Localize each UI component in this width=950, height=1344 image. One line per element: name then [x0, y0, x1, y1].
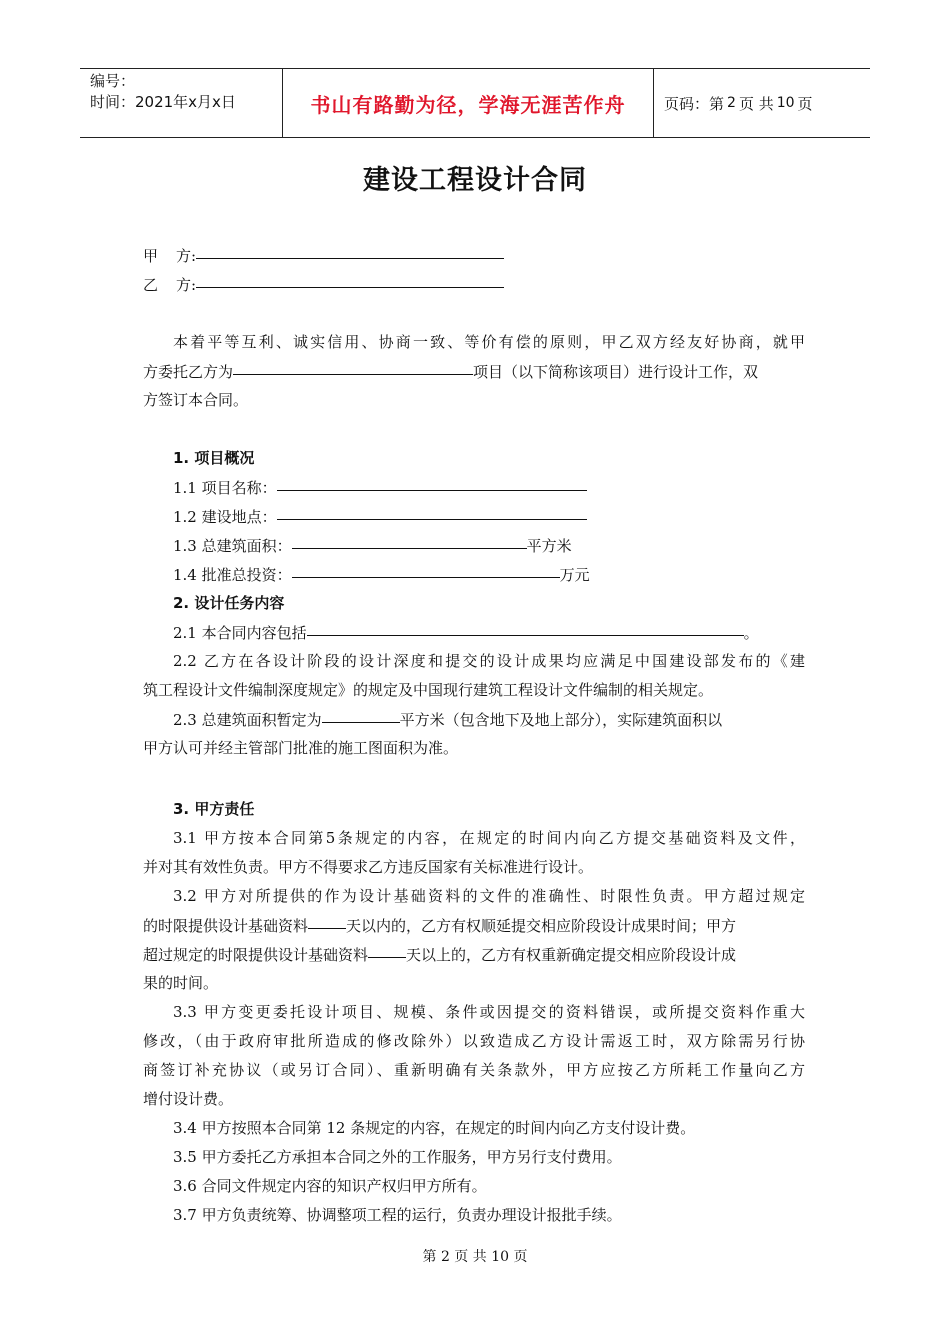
contract-content-field[interactable] [307, 618, 744, 636]
item-1-4 [143, 560, 805, 589]
project-name-blank[interactable] [233, 357, 473, 375]
item-1-3 [143, 531, 805, 560]
page-total: 10 [776, 95, 795, 111]
item-3-2-line-3 [143, 940, 805, 969]
party-a-colon: : [191, 247, 197, 265]
item-3-3-line-4: 增付设计费。 [143, 1090, 234, 1108]
page-prefix: 页码：第 [664, 94, 725, 113]
intro-line-1: 本着平等互利、诚实信用、协商一致、等价有偿的原则，甲乙双方经友好协商，就甲 [173, 333, 805, 351]
document-time-label: 时间：2021年x月x日 [90, 93, 236, 111]
item-1-4-unit: 万元 [559, 566, 590, 584]
section-1-heading: 1. 项目概况 [173, 449, 255, 467]
party-a-line [143, 241, 805, 270]
item-1-2-label: 1.2 建设地点： [173, 508, 277, 526]
item-3-2-line-2 [143, 911, 805, 940]
item-2-3-line-2: 甲方认可并经主管部门批准的施工图面积为准。 [143, 739, 459, 757]
item-3-2-line-2-end: 天以内的，乙方有权顺延提交相应阶段设计成果时间；甲方 [346, 917, 737, 935]
item-1-3-label: 1.3 总建筑面积： [173, 537, 292, 555]
item-2-3-label: 2.3 总建筑面积暂定为 [173, 711, 322, 729]
spacer [143, 415, 805, 444]
item-2-1-end: 。 [743, 624, 759, 642]
header-motto: 书山有路勤为径，学海无涯苦作舟 [282, 69, 654, 137]
delay-days-within-field[interactable] [308, 911, 346, 929]
intro-line-2 [143, 357, 805, 386]
spacer [143, 763, 805, 779]
section-2-heading: 2. 设计任务内容 [173, 594, 285, 612]
item-1-4-label: 1.4 批准总投资： [173, 566, 292, 584]
item-1-3-unit: 平方米 [526, 537, 572, 555]
party-b-line [143, 270, 805, 299]
header-meta [80, 69, 282, 137]
document-title: 建设工程设计合同 [363, 165, 587, 196]
section-3-heading: 3. 甲方责任 [173, 800, 255, 818]
item-2-3-line-1 [143, 705, 805, 734]
item-3-1-line-2: 并对其有效性负责。甲方不得要求乙方违反国家有关标准进行设计。 [143, 858, 594, 876]
item-3-2-line-4: 果的时间。 [143, 974, 219, 992]
item-3-2-line-2-start: 的时限提供设计基础资料 [143, 917, 309, 935]
item-3-2-line-3-end: 天以上的，乙方有权重新确定提交相应阶段设计成 [406, 946, 737, 964]
page-mid: 页 共 [738, 94, 774, 113]
item-3-4: 3.4 甲方按照本合同第 12 条规定的内容，在规定的时间内向乙方支付设计费。 [173, 1119, 696, 1137]
intro-line-2-start: 方委托乙方为 [143, 363, 234, 381]
party-b-blank[interactable] [196, 270, 504, 288]
item-3-7: 3.7 甲方负责统筹、协调整项工程的运行，负责办理设计报批手续。 [173, 1206, 622, 1224]
item-2-2-line-1: 2.2 乙方在各设计阶段的设计深度和提交的设计成果均应满足中国建设部发布的《建 [173, 652, 805, 670]
contract-body [143, 241, 805, 1230]
party-b-label: 乙方 [143, 276, 191, 294]
item-2-1 [143, 618, 805, 647]
header-page-number [654, 69, 870, 137]
provisional-area-field[interactable] [322, 705, 400, 723]
item-1-2 [143, 502, 805, 531]
item-3-1-line-1: 3.1 甲方按本合同第5条规定的内容，在规定的时间内向乙方提交基础资料及文件， [173, 829, 805, 847]
item-3-3-line-3: 商签订补充协议（或另订合同）、重新明确有关条款外，甲方应按乙方所耗工作量向乙方 [143, 1061, 805, 1079]
intro-line-2-end: 项目（以下简称该项目）进行设计工作，双 [473, 363, 759, 381]
total-investment-field[interactable] [292, 560, 560, 578]
page-suffix: 页 [797, 94, 813, 113]
item-1-1-label: 1.1 项目名称： [173, 479, 277, 497]
spacer [143, 299, 805, 328]
item-2-2-line-2: 筑工程设计文件编制深度规定》的规定及中国现行建筑工程设计文件编制的相关规定。 [143, 681, 714, 699]
item-2-3-rest: 平方米（包含地下及地上部分），实际建筑面积以 [399, 711, 723, 729]
page-footer: 第 2 页 共 10 页 [422, 1249, 528, 1265]
page-current: 2 [727, 95, 736, 111]
item-3-3-line-2: 修改，（由于政府审批所造成的修改除外）以致造成乙方设计需返工时，双方除需另行协 [143, 1032, 805, 1050]
spacer [143, 779, 805, 795]
item-3-3-line-1: 3.3 甲方变更委托设计项目、规模、条件或因提交的资料错误，或所提交资料作重大 [173, 1003, 805, 1021]
item-2-1-label: 2.1 本合同内容包括 [173, 624, 307, 642]
construction-site-field[interactable] [277, 502, 587, 520]
party-b-colon: : [191, 276, 197, 294]
item-3-6: 3.6 合同文件规定内容的知识产权归甲方所有。 [173, 1177, 487, 1195]
item-3-5: 3.5 甲方委托乙方承担本合同之外的工作服务，甲方另行支付费用。 [173, 1148, 622, 1166]
total-area-field[interactable] [292, 531, 527, 549]
item-3-2-line-3-start: 超过规定的时限提供设计基础资料 [143, 946, 369, 964]
party-a-blank[interactable] [196, 241, 504, 259]
document-code-label: 编号： [90, 72, 136, 90]
intro-line-3: 方签订本合同。 [143, 391, 249, 409]
item-3-2-line-1: 3.2 甲方对所提供的作为设计基础资料的文件的准确性、时限性负责。甲方超过规定 [173, 887, 805, 905]
party-a-label: 甲方 [143, 247, 191, 265]
project-name-field[interactable] [277, 473, 587, 491]
item-1-1 [143, 473, 805, 502]
delay-days-over-field[interactable] [368, 940, 406, 958]
page-header [80, 68, 870, 138]
